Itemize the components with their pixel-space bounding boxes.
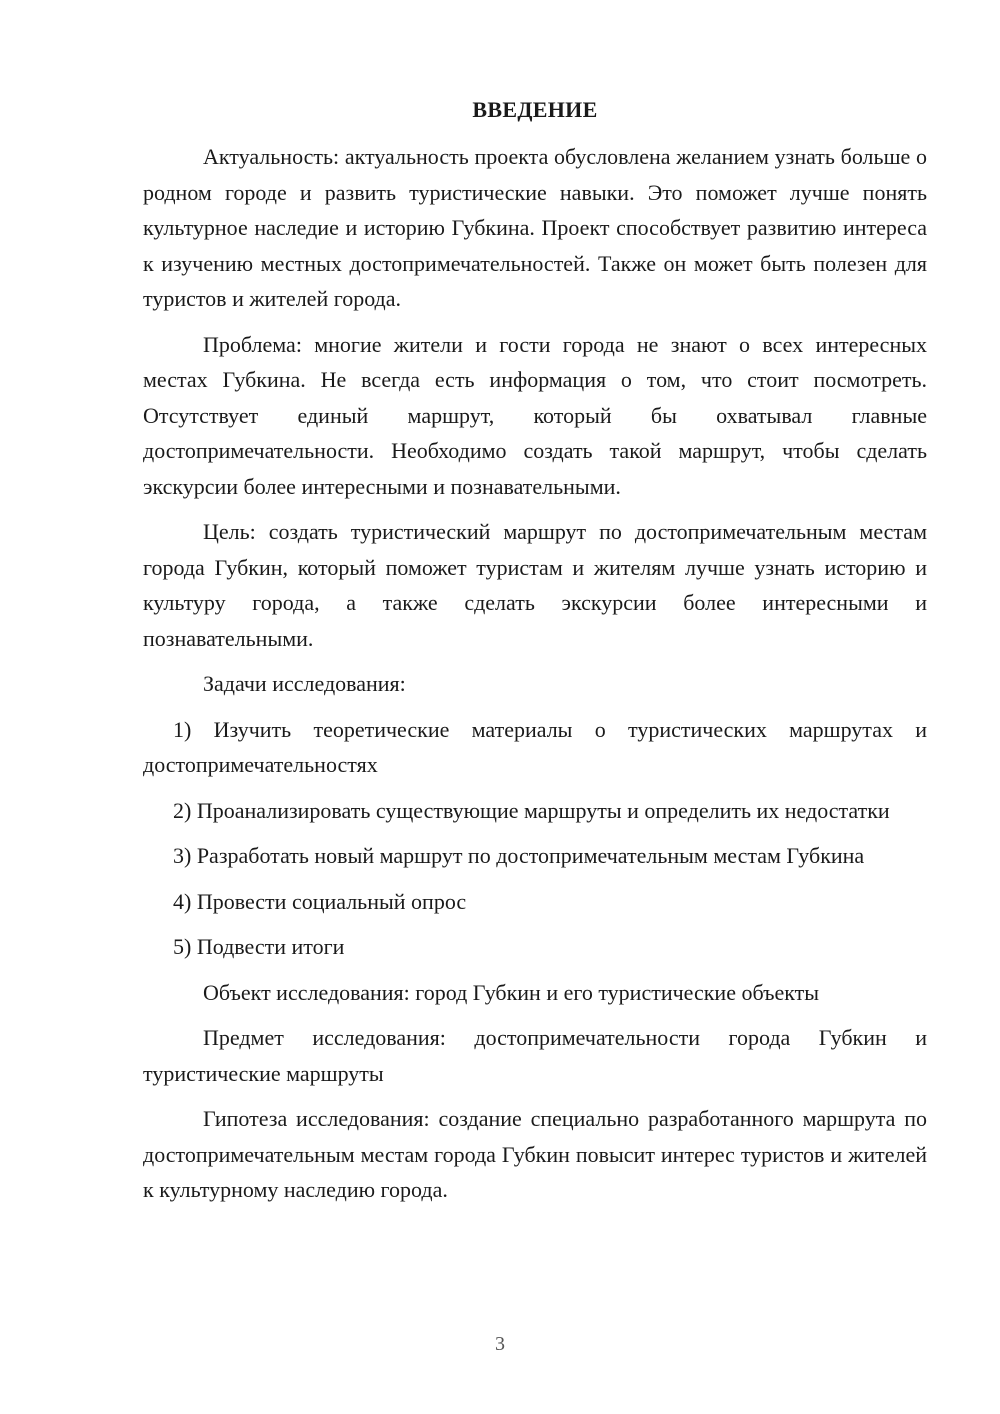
relevance-paragraph: Актуальность: актуальность проекта обусловлена желанием узнать больше о родном городе и развить туристические навыки. Это поможет лучше понять культурное наследие и историю Губкина. Проект способствует развитию интереса к изучению местных достопримечательностей. Также он может быть полезен для туристов и жителей города. [143, 144, 927, 311]
tasks-heading: Задачи исследования: [203, 671, 406, 696]
problem-paragraph: Проблема: многие жители и гости города не знают о всех интересных местах Губкина. Не всегда есть информация о том, что стоит посмотреть. Отсутствует единый маршрут, который бы охватывал главные достопримечательности. Необходимо создать такой маршрут, чтобы сделать экскурсии более интересными и познавательными. [143, 331, 927, 499]
task-item-2: 2) Проанализировать существующие маршруты и определить их недостатки [173, 797, 890, 823]
research-subject-paragraph: Предмет исследования: достопримечательности города Губкин и туристические маршруты [143, 1025, 927, 1086]
section-title: ВВЕДЕНИЕ [472, 97, 598, 122]
task-item-3: 3) Разработать новый маршрут по достопримечательным местам Губкина [173, 843, 865, 868]
page-content [143, 92, 927, 1218]
task-item-5: 5) Подвести итоги [173, 934, 345, 959]
research-object-paragraph: Объект исследования: город Губкин и его туристические объекты [203, 979, 820, 1005]
page-number: 3 [495, 1333, 505, 1355]
goal-paragraph: Цель: создать туристический маршрут по достопримечательным местам города Губкин, который поможет туристам и жителям лучше узнать историю и культуру города, а также сделать экскурсии более интересными и познавательными. [143, 519, 927, 651]
task-item-1: 1) Изучить теоретические материалы о туристических маршрутах и достопримечательностях [143, 716, 927, 777]
task-item-4: 4) Провести социальный опрос [173, 888, 467, 914]
hypothesis-paragraph: Гипотеза исследования: создание специально разработанного маршрута по достопримечательным местам города Губкин повысит интерес туристов и жителей к культурному наследию города. [143, 1106, 927, 1202]
